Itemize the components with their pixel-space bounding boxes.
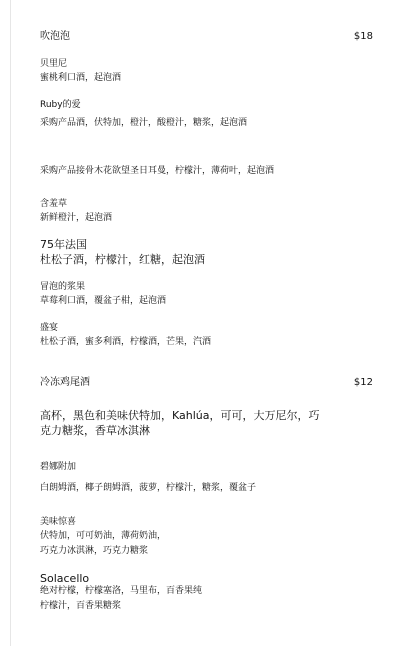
item-desc: 杜松子酒，蜜多利酒，柠檬酒，芒果，汽酒	[40, 337, 212, 347]
item-name: 含羞草	[40, 199, 68, 209]
item-desc-line2: 柠檬汁，百香果糖浆	[40, 601, 122, 611]
item-desc: 蜜桃利口酒，起泡酒	[40, 73, 122, 83]
item-desc-line2: 巧克力冰淇淋，巧克力糖浆	[40, 546, 149, 556]
item-desc: 草莓利口酒，覆盆子柑，起泡酒	[40, 296, 167, 306]
section-header	[40, 31, 373, 43]
page-edge-rule	[10, 0, 11, 646]
item-name: Ruby的爱	[40, 100, 81, 110]
item-desc: 高杯，黑色和美味伏特加，Kahlúa，可可，大万尼尔，巧克力糖浆，香草冰淇淋	[40, 409, 320, 437]
item-desc: 杜松子酒，柠檬汁，红糖，起泡酒	[40, 253, 205, 266]
item-desc: 伏特加，可可奶油，薄荷奶油，	[40, 531, 167, 541]
item-name: 碧娜附加	[40, 462, 77, 472]
item-desc: 采购产品接骨木花欲望圣日耳曼，柠檬汁，薄荷叶，起泡酒	[40, 166, 275, 176]
item-name: 贝里尼	[40, 59, 68, 69]
item-name: 75年法国	[40, 238, 87, 251]
item-name: 盛宴	[40, 323, 59, 333]
item-desc: 新鲜橙汁，起泡酒	[40, 213, 113, 223]
section-title: 冷冻鸡尾酒	[40, 377, 90, 388]
section-price: $12	[353, 377, 373, 388]
item-desc: 白朗姆酒，椰子朗姆酒，菠萝，柠檬汁，糖浆，覆盆子	[40, 483, 257, 493]
item-desc: 绝对柠檬，柠檬塞洛，马里布，百香果纯	[40, 586, 203, 596]
item-name: Solacello	[40, 572, 90, 585]
item-name: 冒泡的浆果	[40, 282, 86, 292]
section-price: $18	[353, 31, 373, 42]
section-header	[40, 377, 373, 389]
section-title: 吹泡泡	[40, 31, 70, 42]
item-name: 美味惊喜	[40, 517, 77, 527]
item-desc: 采购产品酒，伏特加，橙汁，酸橙汁，糖浆，起泡酒	[40, 118, 248, 128]
